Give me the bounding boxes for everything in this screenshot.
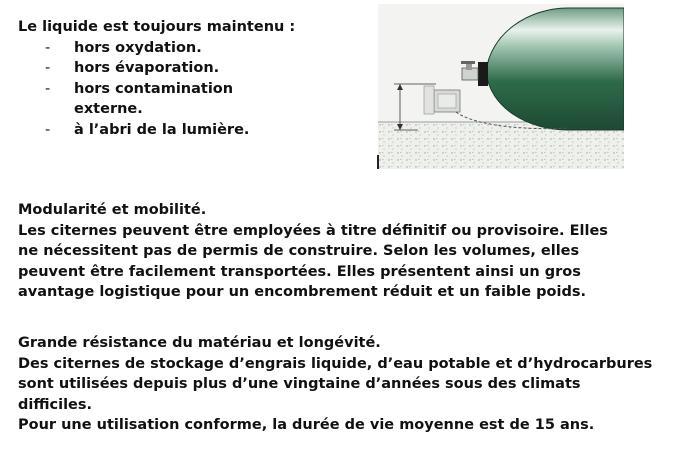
paragraph-line: Des citernes de stockage d’engrais liquide, d’eau potable et d’hydrocarbures [18,355,653,372]
coupling [424,86,434,114]
tank-valve-flange [478,62,488,86]
section-title: Modularité et mobilité. [18,202,207,218]
intro-heading: Le liquide est toujours maintenu : [18,19,296,35]
bullet-dash: - [45,80,51,97]
list-item [18,38,274,59]
list-item [18,120,274,141]
bullet-dash: - [45,60,51,76]
bullet-text: hors contamination externe. [74,80,234,117]
list-item [18,58,274,79]
resistance-section [18,333,688,436]
paragraph-line: peuvent être facilement transportées. Elles présentent ainsi un gros [18,263,581,280]
section-title: Grande résistance du matériau et longévité. [18,335,381,351]
tank-diagram-image [378,4,624,169]
paragraph-line: avantage logistique pour un encombrement réduit et un faible poids. [18,284,586,300]
list-item [18,79,274,120]
pipe-fitting-inner [438,94,456,108]
paragraph-line: ne nécessitent pas de permis de construire. Selon les volumes, elles [18,243,580,259]
valve-stem [466,64,472,70]
paragraph-line: difficiles. [18,396,93,413]
bullet-dash: - [45,121,51,138]
valve-handle [461,61,475,64]
intro-bullet-list [18,38,295,141]
text-cursor [377,155,379,169]
modularity-section [18,200,688,303]
bullet-text: hors évaporation. [74,60,220,76]
paragraph-line: Pour une utilisation conforme, la durée de vie moyenne est de 15 ans. [18,417,595,433]
bullet-dash: - [45,39,51,56]
bullet-text: à l’abri de la lumière. [74,121,250,138]
paragraph-line: sont utilisées depuis plus d’une vingtaine d’années sous des climats [18,376,581,392]
bullet-text: hors oxydation. [74,39,202,56]
intro-block [18,17,295,140]
paragraph-line: Les citernes peuvent être employées à titre définitif ou provisoire. Elles [18,222,608,239]
